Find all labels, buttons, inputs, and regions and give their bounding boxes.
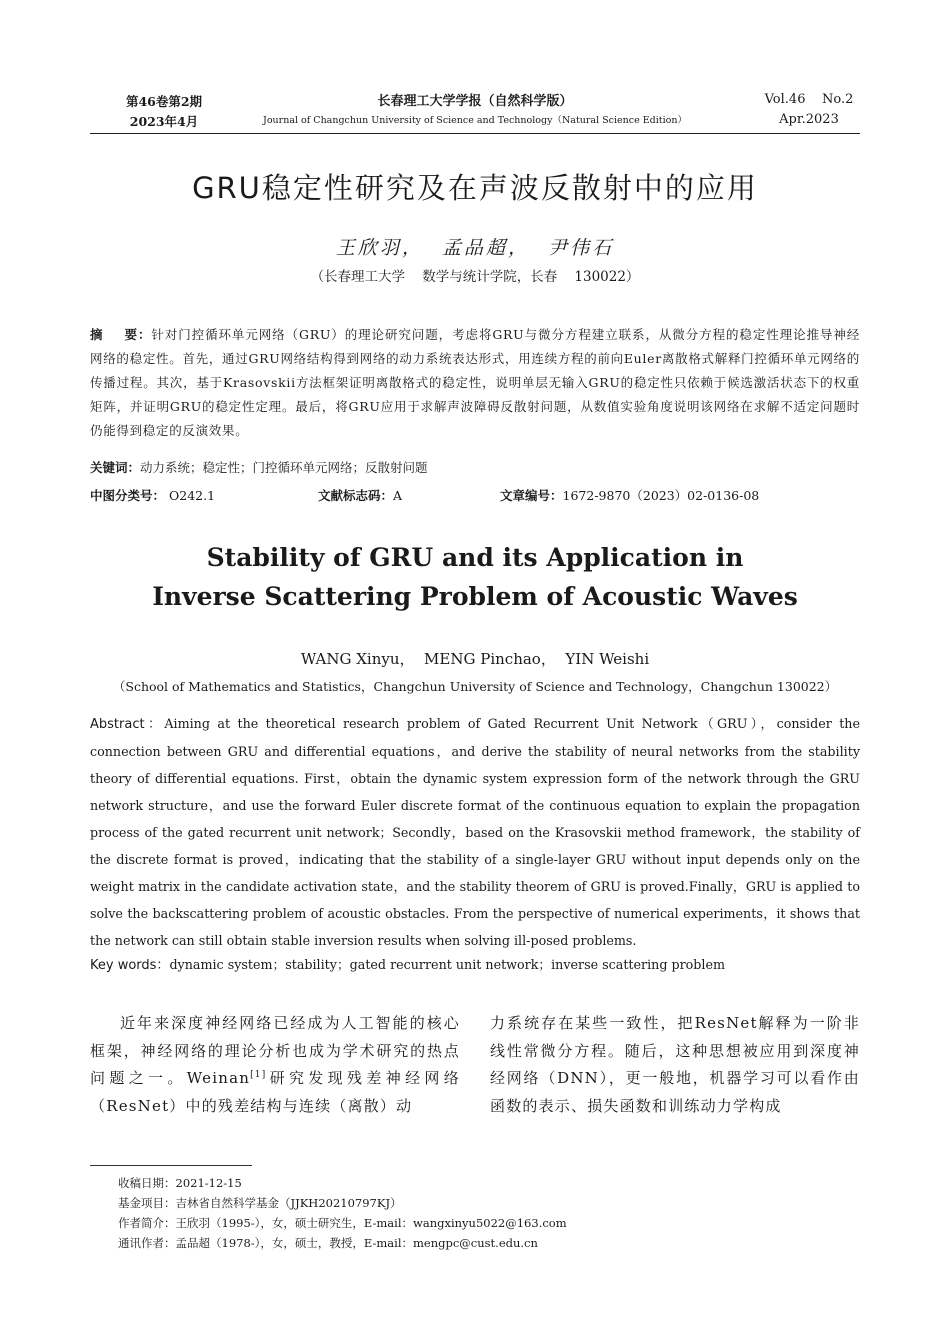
affiliation-en: （School of Mathematics and Statistics，Changchun University of Science and Technology，Changchun 130022） xyxy=(112,679,838,694)
abstract-en xyxy=(90,710,860,954)
keywords-en xyxy=(90,955,860,976)
header-divider xyxy=(90,133,860,134)
abstract-cn-text: 针对门控循环单元网络（GRU）的理论研究问题，考虑将GRU与微分方程建立联系，从微分方程的稳定性理论推导神经网络的稳定性。首先，通过GRU网络结构得到网络的动力系统表达形式，用连续方程的前向Euler离散格式解释门控循环单元网络的传播过程。其次，基于Krasovskii方法框架证明离散格式的稳定性，说明单层无输入GRU的稳定性只依赖于候选激活状态下的权重矩阵，并证明GRU的稳定性定理。最后，将GRU应用于求解声波障碍反散射问题，从数值实验角度说明该网络在求解不适定问题时仍能得到稳定的反演效果。 xyxy=(90,327,860,438)
journal-name-en: Journal of Changchun University of Science and Technology（Natural Science Edition） xyxy=(263,115,687,126)
date-cn: 2023年4月 xyxy=(129,114,199,129)
footnote-author-bio: 作者简介：王欣羽（1995-），女，硕士研究生，E-mail：wangxinyu5022@163.com xyxy=(118,1216,567,1230)
article-label: 文章编号： xyxy=(500,488,563,503)
body-left-text-1: 近年来深度神经网络已经成为人工智能的核心框架，神经网络的理论分析也成为学术研究的热点问题之一。Weinan xyxy=(90,1014,460,1087)
clc-number xyxy=(90,486,215,506)
clc-label: 中图分类号： xyxy=(90,488,166,503)
abstract-cn-label: 摘 要： xyxy=(90,327,152,342)
keywords-cn-text: 动力系统；稳定性；门控循环单元网络；反散射问题 xyxy=(140,460,428,475)
paper-title-en xyxy=(90,538,860,616)
volume-info-cn xyxy=(104,92,224,132)
footnote-fund: 基金项目：吉林省自然科学基金（JJKH20210797KJ） xyxy=(118,1196,402,1210)
authors-cn: 王欣羽， 孟品超， 尹伟石 xyxy=(335,237,615,259)
article-value: 1672-9870（2023）02-0136-08 xyxy=(562,488,760,503)
date-en: Apr.2023 xyxy=(779,112,839,127)
clc-value: O242.1 xyxy=(169,488,216,503)
keywords-cn xyxy=(90,458,860,478)
keywords-cn-label: 关键词： xyxy=(90,460,141,475)
paper-title-cn: GRU稳定性研究及在声波反散射中的应用 xyxy=(192,171,758,205)
journal-name-cn: 长春理工大学学报（自然科学版） xyxy=(377,94,573,109)
body-column-right: 力系统存在某些一致性，把ResNet解释为一阶非线性常微分方程。随后，这种思想被应用到深度神经网络（DNN），更一般地，机器学习可以看作由函数的表示、损失函数和训练动力学构成 xyxy=(490,1014,860,1115)
keywords-en-label: Key words： xyxy=(90,958,170,973)
abstract-cn xyxy=(90,323,860,443)
volume-en: Vol.46 No.2 xyxy=(764,92,854,107)
affiliation-cn: （长春理工大学 数学与统计学院，长春 130022） xyxy=(310,269,640,285)
journal-name xyxy=(250,92,700,130)
body-left-text-2: 研究发现残差神经网络（ResNet）中的残差结构与连续（离散）动 xyxy=(90,1069,460,1115)
keywords-en-text: dynamic system；stability；gated recurrent unit network；inverse scattering problem xyxy=(169,957,726,972)
paper-title-en-line2: Inverse Scattering Problem of Acoustic Waves xyxy=(152,582,798,611)
authors-en: WANG Xinyu， MENG Pinchao， YIN Weishi xyxy=(300,650,650,668)
doc-label: 文献标志码： xyxy=(318,488,394,503)
citation-ref: [1] xyxy=(250,1070,267,1080)
volume-info-en xyxy=(748,90,870,130)
body-column-left xyxy=(90,1010,460,1120)
abstract-en-text: Aiming at the theoretical research problem of Gated Recurrent Unit Network（GRU），consider the connection between GRU and differential equations，and derive the stability of neural networks from the stability theory of differential equations. First，obtain the dynamic system expression form of the network through the GRU network structure，and use the forward Euler discrete format of the continuous equation to explain the propagation process of the gated recurrent unit network；Secondly，based on the Krasovskii method framework，the stability of the discrete format is proved，indicating that the stability of a single-layer GRU without input depends only on the weight matrix in the candidate activation state，and the stability theorem of GRU is proved.Finally，GRU is applied to solve the backscattering problem of acoustic obstacles. From the perspective of numerical experiments，it shows that the network can still obtain stable inversion results when solving ill-posed problems. xyxy=(90,716,860,948)
article-number xyxy=(500,486,759,506)
document-code xyxy=(318,486,402,506)
footnote-received: 收稿日期：2021-12-15 xyxy=(118,1176,242,1190)
footnote-corresponding: 通讯作者：孟品超（1978-），女，硕士，教授，E-mail：mengpc@cust.edu.cn xyxy=(118,1236,538,1250)
doc-value: A xyxy=(393,488,403,503)
footnote-divider xyxy=(90,1165,252,1166)
paper-title-en-line1: Stability of GRU and its Application in xyxy=(206,543,744,572)
abstract-en-label: Abstract： xyxy=(90,717,165,732)
volume-cn: 第46卷第2期 xyxy=(125,94,203,109)
footnotes xyxy=(118,1173,858,1253)
